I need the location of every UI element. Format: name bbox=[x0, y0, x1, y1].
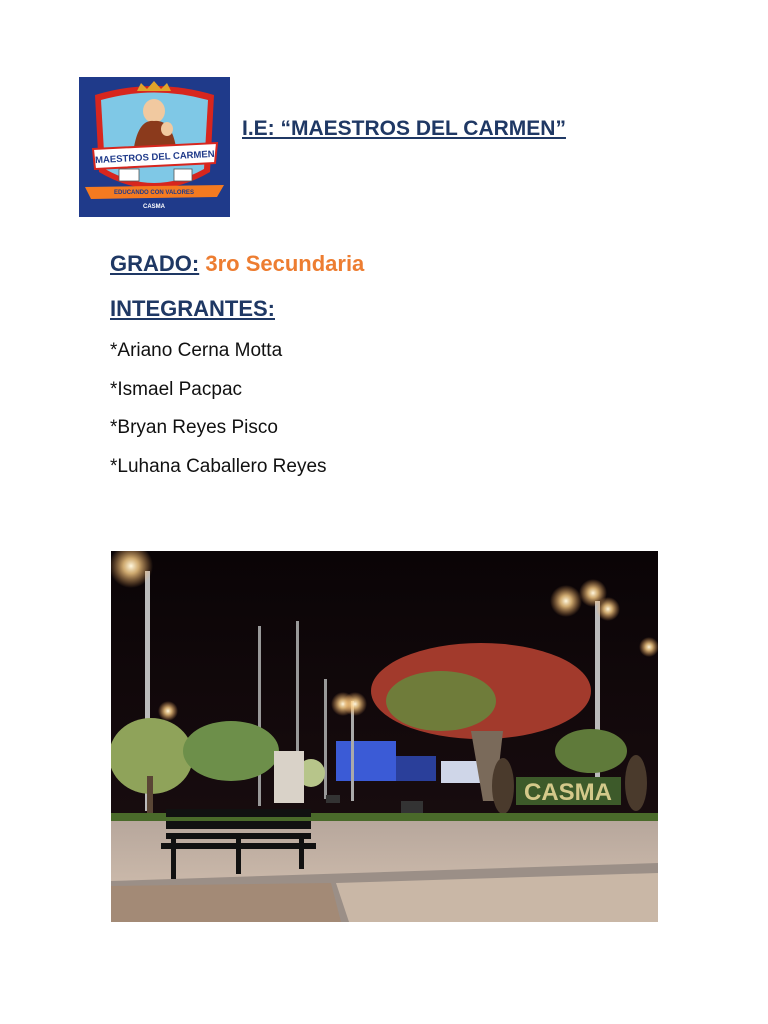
grade-line bbox=[110, 251, 364, 277]
grade-label: GRADO: bbox=[110, 251, 200, 276]
grade-value: 3ro Secundaria bbox=[205, 251, 365, 276]
member-item: *Ismael Pacpac bbox=[110, 379, 243, 400]
crest-city-text: CASMA bbox=[143, 204, 165, 210]
crest-banner-text: MAESTROS DEL CARMEN bbox=[94, 148, 215, 167]
member-item: *Bryan Reyes Pisco bbox=[110, 417, 278, 438]
crest-icon bbox=[79, 77, 230, 217]
members-heading: INTEGRANTES: bbox=[110, 296, 275, 321]
school-title: I.E: “MAESTROS DEL CARMEN” bbox=[242, 117, 566, 140]
member-item: *Ariano Cerna Motta bbox=[110, 340, 283, 361]
school-crest-logo bbox=[79, 77, 230, 217]
plaza-photo bbox=[111, 551, 658, 922]
crest-motto-text: EDUCANDO CON VALORES bbox=[114, 190, 194, 196]
member-item: *Luhana Caballero Reyes bbox=[110, 456, 327, 477]
photo-sign-text: CASMA bbox=[524, 779, 612, 806]
night-plaza-image bbox=[111, 551, 658, 922]
